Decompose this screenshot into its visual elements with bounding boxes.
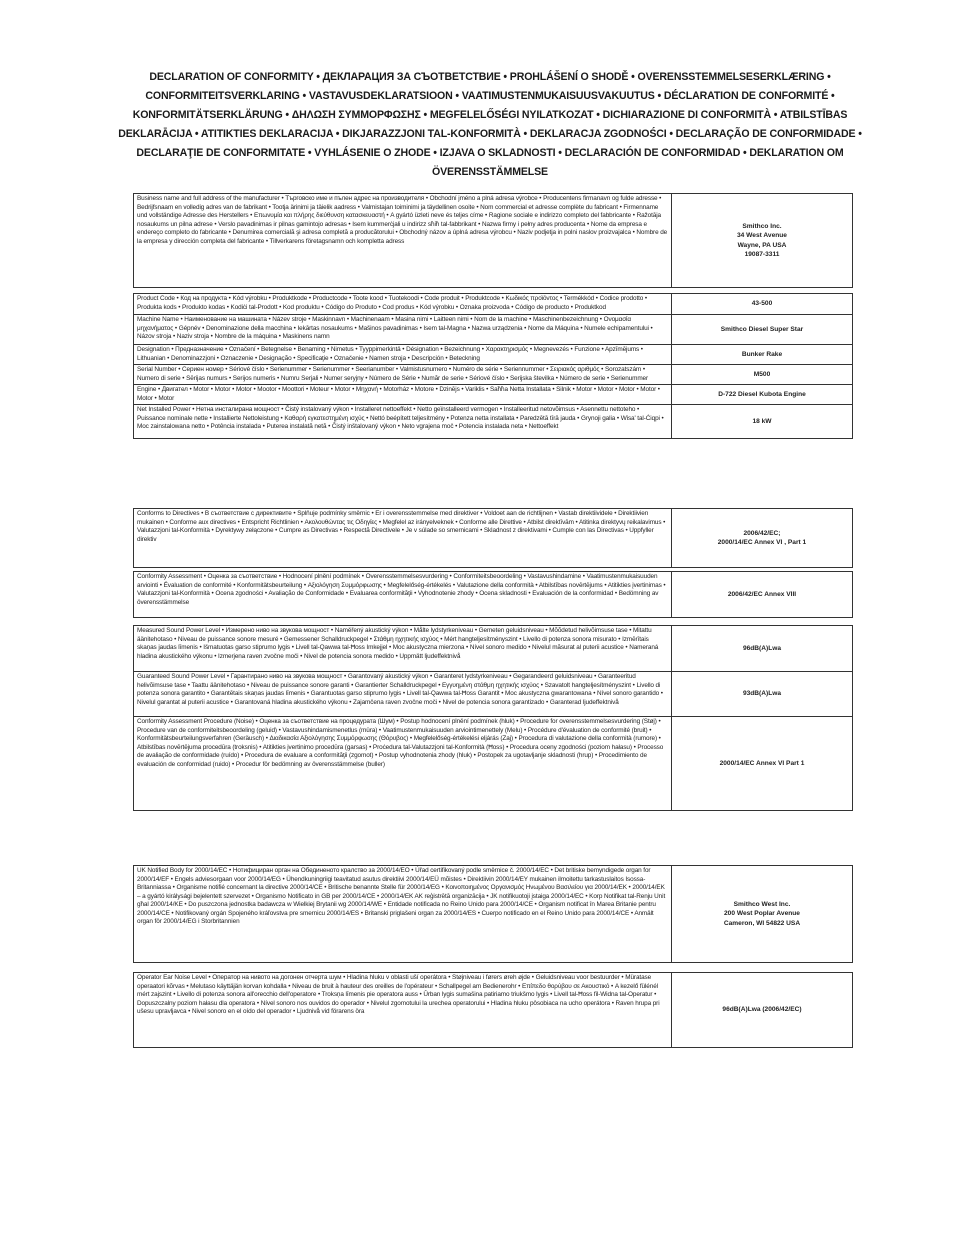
field-value: 93dB(A)Lwa xyxy=(742,690,782,698)
product-row xyxy=(134,364,852,384)
field-value: 96dB(A)Lwa xyxy=(742,644,782,652)
compliance-row xyxy=(134,973,852,1047)
product-table xyxy=(133,293,853,439)
field-value: 2000/14/EC Annex VI Part 1 xyxy=(719,759,805,767)
field-value: 2006/42/EC; 2000/14/EC Annex VI , Part 1 xyxy=(717,529,807,546)
compliance-table xyxy=(133,865,853,963)
manufacturer-row xyxy=(134,194,852,287)
compliance-table xyxy=(133,972,853,1048)
manufacturer-value: Smithco Inc. 34 West Avenue Wayne, PA USA 19087-3311 xyxy=(737,222,787,258)
product-row xyxy=(134,404,852,438)
compliance-table xyxy=(133,625,853,811)
field-label: Engine • Двигател • Motor • Motor • Motor • Mootor • Moottori • Moteur • Motor • Μηχανή • Motorház • Motore • Dzinējs • Variklis • Saħħa Netta Installata • Silnik • Motor • Motor • Motor • Motor • Motor • Motor xyxy=(134,385,672,404)
field-value: Smithco West Inc. 200 West Poplar Avenue Cameron, WI 54822 USA xyxy=(723,900,801,927)
compliance-table xyxy=(133,571,853,618)
product-row xyxy=(134,314,852,344)
field-value: 43-500 xyxy=(751,300,773,308)
field-label: UK Notified Body for 2000/14/EC • Нотифициран орган на Обединеното кралство за 2000/14/EO • Úřad certifikovaný podle směrnice č. 2000/14/EC • Det britiske bemyndigede organ for 2000/14/EF • Engels adviesorgaan voor 2000/14/EG • Ühendkuningriigi teavitatud asutus direktiivi 2000/14/EÜ mõistes • Direktiivin 2000/14/EY mukainen ilmoitettu tarkastuslaitos Isossa-Britanniassa • Organisme notifié concernant la directive 2000/14/CE • Britische benannte Stelle für 2000/14/EG • Κοινοποιημένος Οργανισμός Ηνωμένου Βασιλείου για 2000/14/EK • 2000/14/EK – a gyártó királysági bejelentett szervezet • Organismo Notificato in GB per 2000/14/CE • 2000/14/EK AK reģistrētā organizācija • JK notifikuotoji įstaiga 2000/14/EC • Korp Notifikat tal-Renju Unit għal 2000/14/KE • Do puszczona jednostka badawcza w Wielkiej Brytanii wg 2000/14/WE • Entidade notificada no Reino Unido para 2000/14/CE • Organism notificat în Marea Britanie pentru 2000/14/CE • Notifikovaný orgán Spojeného kráľovstva pre smernicu 2000/14/ES • Britanski priglašeni organ za 2000/14/ES • Cuerpo notificado en el Reino Unido para 2000/14/CE • Anmält organ för 2000/14/EG i Storbritannien xyxy=(134,866,672,962)
compliance-table xyxy=(133,508,853,568)
field-value: 2006/42/EC Annex VIII xyxy=(727,590,797,598)
field-value: 18 kW xyxy=(752,417,772,425)
field-value: 96dB(A)Lwa (2006/42/EC) xyxy=(722,1006,802,1014)
field-label: Conformity Assessment • Оценка за съответствие • Hodnocení plnění podmínek • Overensstemmelsesvurdering • Conformiteitsbeoordeling • Vastavushindamine • Vaatimustenmukaisuuden arviointi • Évaluation de conformité • Konformitätsbeurteilung • Αξιολόγηση Συμμόρφωσης • Megfelelőség-értékelés • Valutazione della conformità • Atbilstības novērtējums • Atitikties įvertinimas • Valutazzjoni tal-Konformità • Ocena zgodności • Avaliação de Conformidade • Evaluarea conformităţii • Vyhodnotenie zhody • Ocena skladnosti • Evaluación de la conformidad • Bedömning av överensstämmelse xyxy=(134,572,672,617)
field-label: Conforms to Directives • В съответствие с директивите • Splňuje podmínky směrnic • Er i overensstemmelse med direktiver • Voldoet aan de richtlijnen • Vastab direktiividele • Direktiivien mukainen • Conforme aux directives • Entspricht Richtlinien • Ακολουθώντας τις Οδηγίες • Megfelel az irányelveknek • Conforme alle Direttive • Atbilst direktīvām • Atitinka direktyvų reikalavimus • Valutazzjoni tal-Konformità • Dyrektywy zełączone • Cumpre as Directivas • Respectă Directivele • Je v súlade so smernicami • Skladnost z direktivami • Cumple con las Directivas • Uppfyller direktiv xyxy=(134,509,672,567)
product-row xyxy=(134,344,852,364)
compliance-row xyxy=(134,671,852,716)
field-label: Measured Sound Power Level • Измерено ниво на звукова мощност • Naměřený akustický výkon • Målte lydstyrkeniveau • Gemeten geluidsniveau • Mõõdetud helivõimsuse tase • Mitattu äänitehotaso • Niveau de puissance sonore mesuré • Gemessener Schalldruckpegel • Στάθμη ηχητικής ισχύος • Mért hangteljesítményszint • Livello di potenza sonora misurato • Izmērītais skaņas jaudas līmenis • Išmatuotas garso stiprumo lygis • Livell tal-Qawwa tal-Ħoss Imkejjel • Moc akustyczna mierzona • Nível sonoro medido • Nivelul măsurat al puterii acustice • Nameraná hladina akustického výkonu • Izmerjena raven zvočne moči • Nivel de potencia sonora medido • Uppmätt ljudeffektnivå xyxy=(134,626,672,671)
field-label: Serial Number • Сериен номер • Sériové číslo • Serienummer • Serienummer • Seerianumber • Valmistusnumero • Numéro de série • Seriennummer • Σειριακός αριθμός • Sorozatszám • Numero di serie • Sērijas numurs • Serijos numeris • Numru Serjali • Numer seryjny • Número de Série • Număr de serie • Sériové číslo • Serijska številka • Número de serie • Serienummer xyxy=(134,365,672,384)
field-value: Bunker Rake xyxy=(741,350,783,358)
compliance-row xyxy=(134,866,852,962)
field-value: Smithco Diesel Super Star xyxy=(720,325,804,333)
field-value: M500 xyxy=(753,370,771,378)
compliance-row xyxy=(134,572,852,617)
field-label: Net Installed Power • Нетна инсталирана мощност • Čistý instalovaný výkon • Installeret nettoeffekt • Netto geïnstalleerd vermogen • Installeeritud netovõimsus • Asennettu nettoteho • Puissance nominale nette • Installierte Nettoleistung • Καθαρή εγκατεστημένη ισχύς • Nettó beépített teljesítmény • Potenza netta installata • Paredzētā tīrā jauda • Grynoji galia • Wisa' tal-Ċiqpi • Moc zainstalowana netto • Potência instalada • Puterea instalată netă • Čistý inštalovaný výkon • Neto vgrajena moč • Potencia instalada neta • Nettoeffekt xyxy=(134,405,672,438)
field-label: Product Code • Код на продукта • Kód výrobku • Produktkode • Productcode • Toote kood • Tuotekoodi • Code produit • Produktcode • Κωδικός προϊόντος • Termékkód • Codice prodotto • Produkta kods • Produkto kodas • Kodiċi tal-Prodott • Kod produktu • Código do Produto • Cod produs • Kód výrobku • Oznaka proizvoda • Código de producto • Produktkod xyxy=(134,294,672,314)
field-label: Designation • Предназначение • Označení • Betegnelse • Benaming • Nimetus • Tyyppimerkintä • Désignation • Bezeichnung • Χαρακτηρισμός • Megnevezés • Funzione • Apzīmējums • Lithuanian • Denominazzjoni • Oznaczenie • Designação • Specificaţie • Označenie • Namen stroja • Descripción • Beteckning xyxy=(134,345,672,364)
product-row xyxy=(134,384,852,404)
manufacturer-label: Business name and full address of the manufacturer • Търговско име и пълен адрес на производителя • Obchodní jméno a plná adresa výrobce • Producentens firmanavn og fulde adresse • Bedrijfsnaam en volledig adres van de fabrikant • Tootja ärinimi ja täielik aadress • Valmistajan toiminimi ja täydellinen osoite • Nom commercial et adresse complète du fabricant • Firmenname und vollständige Adresse des Herstellers • Επωνυμία και πλήρης διεύθυνση κατασκευαστή • A gyártó üzleti neve és teljes címe • Ragione sociale e indirizzo completo del fabbricante • Ražotāja nosaukums un pilna adrese • Verslo pavadinimas ir pilnas gamintojo adresas • Isem kummerċjali u indirizz sħiħ tal-fabbrikant • Nazwa firmy i pełny adres producenta • Nome da empresa e endereço completo do fabricante • Denumirea comercială şi adresa completă a producătorului • Obchodný názov a úplná adresa výrobcu • Naziv podjetja in polni naslov proizvajalca • Nombre de la empresa y dirección completa del fabricante • Tillverkarens företagsnamn och kompletta adress xyxy=(134,194,672,287)
field-label: Machine Name • Наименование на машината • Název stroje • Maskinnavn • Machinenaam • Masina nimi • Laitteen nimi • Nom de la machine • Maschinenbezeichnung • Ονομασία μηχανήματος • Gépnév • Denominazione della macchina • Iekārtas nosaukums • Mašinos pavadinimas • Isem tal-Magna • Nazwa urządzenia • Nome da Máquina • Numele echipamentului • Názov stroja • Naziv stroja • Nombre de la máquina • Maskinens namn xyxy=(134,315,672,344)
field-label: Operator Ear Noise Level • Оператор на нивото на догонен отчерта шум • Hladina hluku v oblasti uší operátora • Støjniveau i førers øreh øjde • Geluidsniveau voor bestuurder • Müratase operaatori kõrvas • Melutaso käyttäjän korvan kohdalla • Niveau de bruit à hauteur des oreilles de l'opérateur • Schallpegel am Bedienerohr • Επίπεδο θορύβου σε Ακουστικό • A kezelő fülénél mért zajszint • Livello di potenza sonora all'orecchio dell'operatore • Troksņa līmenis pie operatora auss • Ūrban lygis sumašina patiriamo triukšmo lygis • Livell tal-Ħoss fil-Widna tal-Operatur • Dopuszczalny poziom hałasu dla operatora • Nível sonoro nos ouvidos do operador • Nivelul zgomotului la urechea operatorului • Hladina hluku pôsobiaca na ucho operátora • Raven hrupa pri ušesu upravljavca • Nivel sonoro en el oído del operador • Ljudnivå vid förarens öra xyxy=(134,973,672,1047)
declaration-title: DECLARATION OF CONFORMITY • ДЕКЛАРАЦИЯ ЗА СЪОТВЕТСТВИЕ • PROHLÁŠENÍ O SHODĚ • OVERENSSTEMMELSESERKLÆRING • CONFORMITEITSVERKLARING • VASTAVUSDEKLARATSIOON • VAATIMUSTENMUKAISUUSVAKUUTUS • DÉCLARATION DE CONFORMITÉ • KONFORMITÄTSERKLÄRUNG • ΔΗΛΩΣΗ ΣΥΜΜΟΡΦΩΣΗΣ • MEGFELELŐSÉGI NYILATKOZAT • DICHIARAZIONE DI CONFORMITÀ • ATBILSTĪBAS DEKLARĀCIJA • ATITIKTIES DEKLARACIJA • DIKJARAZZJONI TAL-KONFORMITÀ • DEKLARACJA ZGODNOŚCI • DECLARAÇÃO DE CONFORMIDADE • DECLARAŢIE DE CONFORMITATE • VYHLÁSENIE O ZHODE • IZJAVA O SKLADNOSTI • DECLARACIÓN DE CONFORMIDAD • DEKLARATION OM ÖVERENSSTÄMMELSE xyxy=(118,71,862,178)
field-label: Conformity Assessment Procedure (Noise) • Оценка за съответствие на процедурата (Шум) • Postup hodnocení plnění podmínek (hluk) • Procedure for overensstemmelsesvurdering (Støj) • Procedure van de conformiteitsbeoordeling (geluid) • Vastavushindamismenetlus (müra) • Vaatimustenmukaisuuden arviointimenettely (Melu) • Procédure d'évaluation de conformité (bruit) • Konformitätsbeurteilungsverfahren (Geräusch) • Διαδικασία Αξιολόγησης Συμμόρφωσης (Θόρυβος) • Megfelelőség-értékelési eljárás (Zaj) • Procedura di valutazione della conformità (rumore) • Atbilstības novērtējuma procedūra (troksnis) • Atitikties įvertinimo procedūra (garsas) • Proċedura tal-Valutazzjoni tal-Konformità (Ħoss) • Procedura oceny zgodności (poziom hałasu) • Processo de avaliação de conformidade (ruído) • Procedura de evaluare a conformităţii (zgomot) • Postup vyhodnotenia zhody (hluk) • Postopek za ugotavljanje skladnosti (hrup) • Procedimiento de evaluación de conformidad (ruido) • Procedur för bedömning av överensstämmelse (buller) xyxy=(134,717,672,810)
manufacturer-table xyxy=(133,193,853,288)
field-label: Guaranteed Sound Power Level • Гарантирано ниво на звукова мощност • Garantovaný akustický výkon • Garanteret lydstyrkeniveau • Gegarandeerd geluidsniveau • Garanteeritud helivõimsuse tase • Taattu äänitehotaso • Niveau de puissance sonore garanti • Garantierter Schalldruckpegel • Εγγυημένη στάθμη ηχητικής ισχύος • Szavatolt hangteljesítményszint • Livello di potenza sonora garantito • Garantētais skaņas jaudas līmenis • Garantuotas garso stiprumo lygis • Livell tal-Qawwa tal-Ħoss Garantit • Moc akustyczna gwarantowana • Nível sonoro garantido • Nivelul garantat al puterii acustice • Garantovaná hladina akustického výkonu • Zajamčena raven zvočne moči • Nivel de potencia sonora garantizado • Garanterad ljudeffektnivå xyxy=(134,672,672,716)
product-row xyxy=(134,294,852,314)
compliance-row xyxy=(134,509,852,567)
compliance-row xyxy=(134,626,852,671)
field-value: D-722 Diesel Kubota Engine xyxy=(718,390,806,398)
compliance-row xyxy=(134,716,852,810)
